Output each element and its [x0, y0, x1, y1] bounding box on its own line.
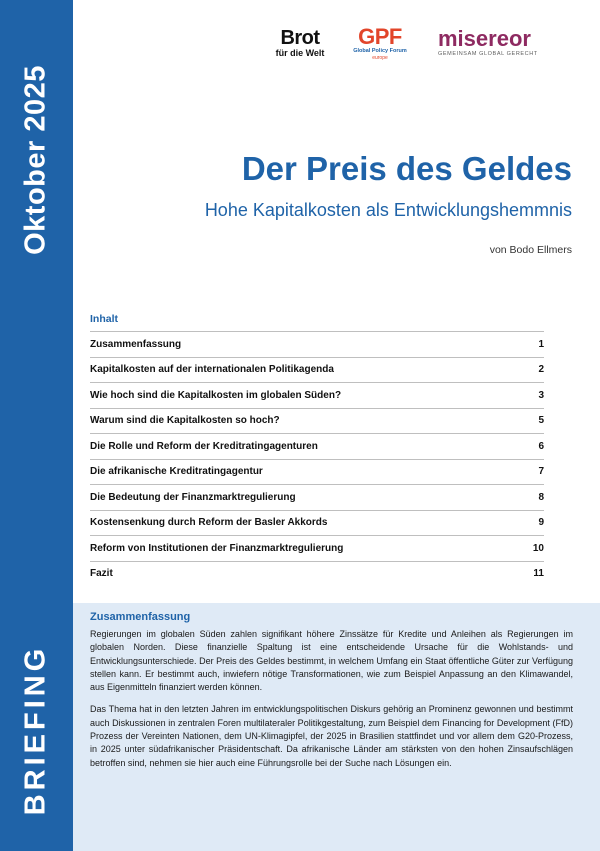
- summary-paragraph: Das Thema hat in den letzten Jahren im entwicklungspolitischen Diskurs gehörig an Prominenz gewonnen und bestimmt auch Diskussionen in zentralen Foren multilateraler Politikgestaltung, zum Beispiel dem Financing for Development (FfD) Prozess der Vereinten Nationen, dem UN-Klimagipfel, der 2025 in Brasilien stattfindet und vor allem dem G20-Prozess, in 2025 unter südafrikanischer Präsidentschaft. Da afrikanische Länder am stärksten von den hohen Zinsaufschlägen betroffen sind, nehmen sie hier auch eine Führungsrolle bei der Suche nach Lösungen ein.: [90, 704, 573, 768]
- toc-entry-label: Die afrikanische Kreditratingagentur: [90, 466, 263, 478]
- toc-entry-page: 10: [532, 542, 544, 554]
- misereor-logo: misereor GEMEINSAM GLOBAL GERECHT: [438, 26, 538, 57]
- toc-entry[interactable]: [90, 408, 544, 434]
- toc-entry-page: 9: [538, 517, 544, 529]
- summary-box: [73, 603, 600, 851]
- toc-entry-page: 8: [538, 491, 544, 503]
- toc-heading: Inhalt: [90, 313, 118, 325]
- author-line: von Bodo Ellmers: [489, 244, 572, 256]
- toc-entry-label: Kostensenkung durch Reform der Basler Akkords: [90, 517, 328, 529]
- toc-entry-page: 3: [538, 389, 544, 401]
- toc-entry-page: 11: [533, 568, 544, 580]
- publication-date: Oktober 2025: [19, 65, 52, 255]
- toc-entry-page: 1: [538, 338, 544, 350]
- toc-entry[interactable]: [90, 459, 544, 485]
- brot-fuer-die-welt-logo: Brot für die Welt: [275, 27, 325, 58]
- toc-list: [90, 331, 544, 586]
- toc-entry-page: 2: [538, 364, 544, 376]
- sidebar-band: [0, 0, 73, 851]
- toc-entry[interactable]: [90, 433, 544, 459]
- toc-entry-page: 6: [538, 440, 544, 452]
- summary-heading: Zusammenfassung: [90, 611, 191, 623]
- table-of-contents: [90, 313, 544, 586]
- toc-entry-page: 7: [538, 466, 544, 478]
- toc-entry-label: Die Rolle und Reform der Kreditratingagenturen: [90, 440, 318, 452]
- toc-entry-page: 5: [538, 415, 544, 427]
- toc-entry-label: Wie hoch sind die Kapitalkosten im globalen Süden?: [90, 389, 342, 401]
- toc-entry-label: Fazit: [90, 568, 113, 580]
- toc-entry[interactable]: [90, 561, 544, 587]
- global-policy-forum-logo: GPF Global Policy Forum europe: [353, 24, 407, 61]
- toc-entry[interactable]: [90, 331, 544, 357]
- page-subtitle: Hohe Kapitalkosten als Entwicklungshemmnis: [204, 200, 572, 220]
- toc-entry[interactable]: [90, 484, 544, 510]
- toc-entry-label: Reform von Institutionen der Finanzmarktregulierung: [90, 542, 344, 554]
- document-type-label: BRIEFING: [19, 644, 52, 816]
- toc-entry[interactable]: [90, 535, 544, 561]
- toc-entry[interactable]: [90, 510, 544, 536]
- partner-logos: [270, 26, 570, 66]
- toc-entry-label: Zusammenfassung: [90, 338, 182, 350]
- toc-entry-label: Kapitalkosten auf der internationalen Politikagenda: [90, 364, 334, 376]
- page-title: Der Preis des Geldes: [241, 150, 572, 187]
- toc-entry[interactable]: [90, 382, 544, 408]
- toc-entry-label: Die Bedeutung der Finanzmarktregulierung: [90, 491, 296, 503]
- summary-paragraph: Regierungen im globalen Süden zahlen signifikant höhere Zinssätze für Kredite und Anleihen als Regierungen im globalen Norden. Diese finanzielle Spaltung ist eine entscheidende Ursache für die Wohlstands- und Entwicklungsunterschiede. Der Preis des Geldes bestimmt, in welchem Umfang ein Staat öffentliche Güter zur Verfügung stellen kann. Er bestimmt auch, inwiefern nötige Transformationen, wie zum Beispiel Anpassung an den Klimawandel, aus Eigenmitteln finanziert werden können.: [90, 629, 573, 693]
- toc-entry-label: Warum sind die Kapitalkosten so hoch?: [90, 415, 280, 427]
- toc-entry[interactable]: [90, 357, 544, 383]
